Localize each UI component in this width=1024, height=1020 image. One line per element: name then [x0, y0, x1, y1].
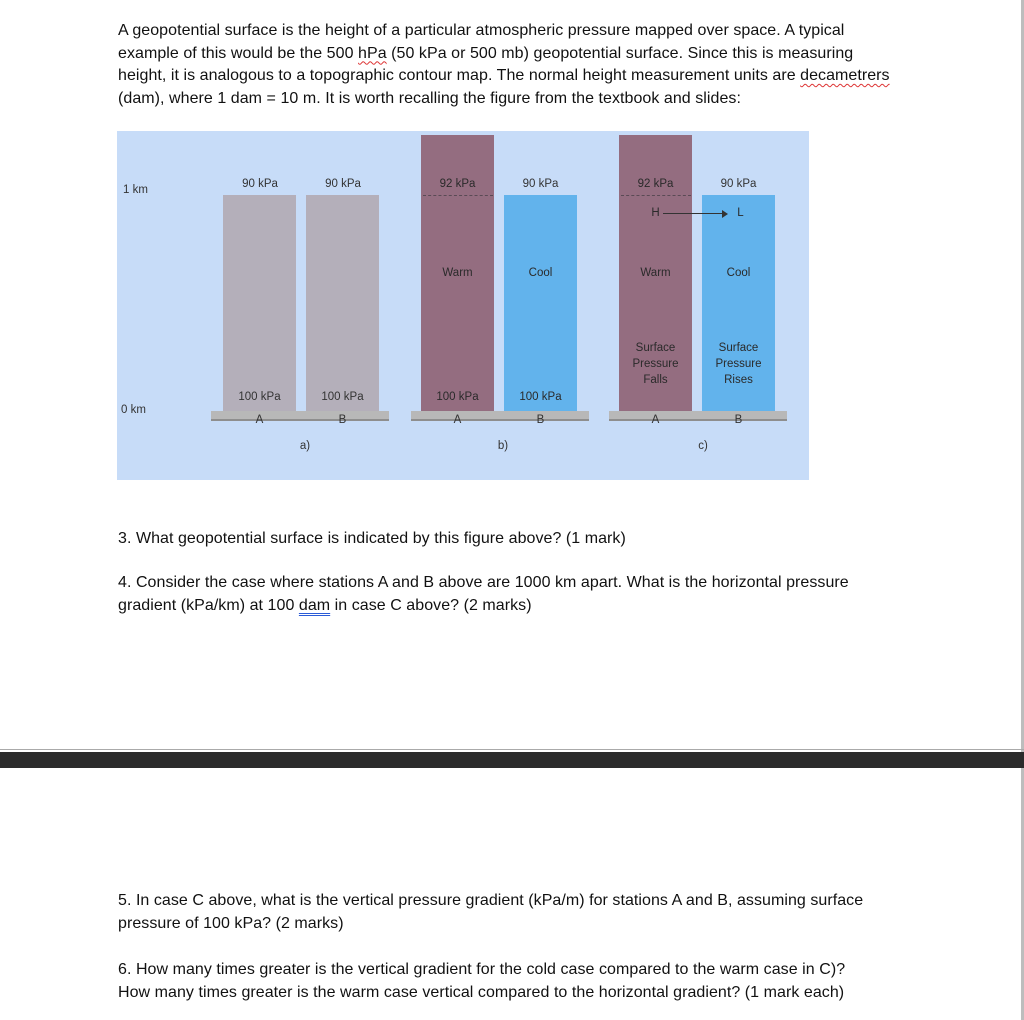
- panel-a-column-b: [306, 195, 379, 411]
- panel-c-falls-line1: Surface: [635, 342, 676, 354]
- decametrers-term: decametrers: [800, 67, 890, 84]
- hpa-term: hPa: [358, 44, 387, 62]
- question-5: 5. In case C above, what is the vertical pressure gradient (kPa/m) for stations A and B, assuming surface pressure of 100 kPa? (2 marks): [118, 892, 864, 932]
- panel-c-falls-line3: Falls: [643, 374, 668, 386]
- dam-term: dam: [298, 596, 331, 614]
- panel-c-station-b: B: [734, 414, 743, 426]
- panel-b-label: b): [497, 440, 509, 452]
- panel-a-station-b: B: [338, 414, 347, 426]
- panel-b-col-b-top-pressure: 90 kPa: [522, 178, 559, 190]
- panel-c-rises-line2: Pressure: [715, 358, 762, 370]
- panel-a-col-a-top-pressure: 90 kPa: [242, 178, 278, 190]
- panel-b-column-b-cool: [504, 195, 577, 411]
- question-6-line-1: 6. How many times greater is the vertical gradient for the cold case compared to the warm case in C)?: [118, 961, 846, 978]
- question-6: [118, 959, 898, 1004]
- panel-c-rises-line3: Rises: [724, 374, 753, 386]
- question-4-text-1: 4. Consider the case where stations A and B above are 1000 km apart. What is the horizontal pressure gradient (kPa/km) at 100: [118, 574, 849, 614]
- panel-c-falls-line2: Pressure: [632, 358, 679, 370]
- panel-c-high-to-low-arrow: [663, 213, 726, 214]
- panel-c-col-b-top-pressure: 90 kPa: [720, 178, 757, 190]
- intro-text-2: (50 kPa or 500 mb) geopotential surface. Since this is measuring height, it is analogous to a topographic contour map. The normal height measurement units are: [118, 44, 854, 84]
- panel-b-col-a-bottom-pressure: 100 kPa: [436, 391, 479, 403]
- panel-a-col-b-bottom-pressure: 100 kPa: [321, 391, 364, 403]
- panel-c-rises-line1: Surface: [718, 342, 759, 354]
- panel-a-station-a: A: [255, 414, 264, 426]
- panel-b-col-a-top-pressure: 92 kPa: [439, 178, 476, 190]
- panel-c-cool-label: Cool: [726, 267, 751, 279]
- panel-c-label: c): [698, 440, 708, 452]
- panel-c-station-a: A: [651, 414, 660, 426]
- pressure-columns-figure: [117, 131, 809, 480]
- panel-b-col-b-bottom-pressure: 100 kPa: [519, 391, 562, 403]
- panel-c-low-label: L: [737, 207, 744, 219]
- y-label-0km: 0 km: [121, 404, 146, 416]
- panel-b-dashed-reference: [423, 195, 493, 196]
- panel-c-dashed-reference: [621, 195, 691, 196]
- panel-b-station-b: B: [536, 414, 545, 426]
- intro-text-1: A geopotential surface is the height of a particular atmospheric pressure mapped over space. A typical example of this would be the 500: [118, 22, 845, 62]
- panel-c-col-a-top-pressure: 92 kPa: [637, 178, 674, 190]
- panel-b-cool-label: Cool: [528, 267, 553, 279]
- intro-text-3: (dam), where 1 dam = 10 m. It is worth recalling the figure from the textbook and slides:: [118, 89, 741, 107]
- panel-c-surface-rises: [702, 340, 775, 388]
- panel-b-station-a: A: [453, 414, 462, 426]
- panel-a-col-b-top-pressure: 90 kPa: [325, 178, 361, 190]
- panel-a-label: a): [299, 440, 311, 452]
- panel-b-warm-label: Warm: [442, 267, 473, 279]
- panel-a-col-a-bottom-pressure: 100 kPa: [238, 391, 281, 403]
- intro-paragraph: [118, 20, 898, 110]
- page-break-line: [0, 749, 1024, 750]
- question-3: 3. What geopotential surface is indicated by this figure above? (1 mark): [118, 530, 626, 547]
- y-label-1km: 1 km: [123, 184, 148, 196]
- panel-c-surface-falls: [619, 340, 692, 388]
- page-break-bar: [0, 752, 1024, 768]
- question-6-line-2: How many times greater is the warm case vertical compared to the horizontal gradient? (1 mark each): [118, 983, 845, 1001]
- question-4-text-2: in case C above? (2 marks): [330, 596, 532, 614]
- panel-c-high-label: H: [651, 207, 660, 219]
- question-4: [118, 572, 898, 617]
- panel-c-warm-label: Warm: [640, 267, 671, 279]
- panel-a-column-a: [223, 195, 296, 411]
